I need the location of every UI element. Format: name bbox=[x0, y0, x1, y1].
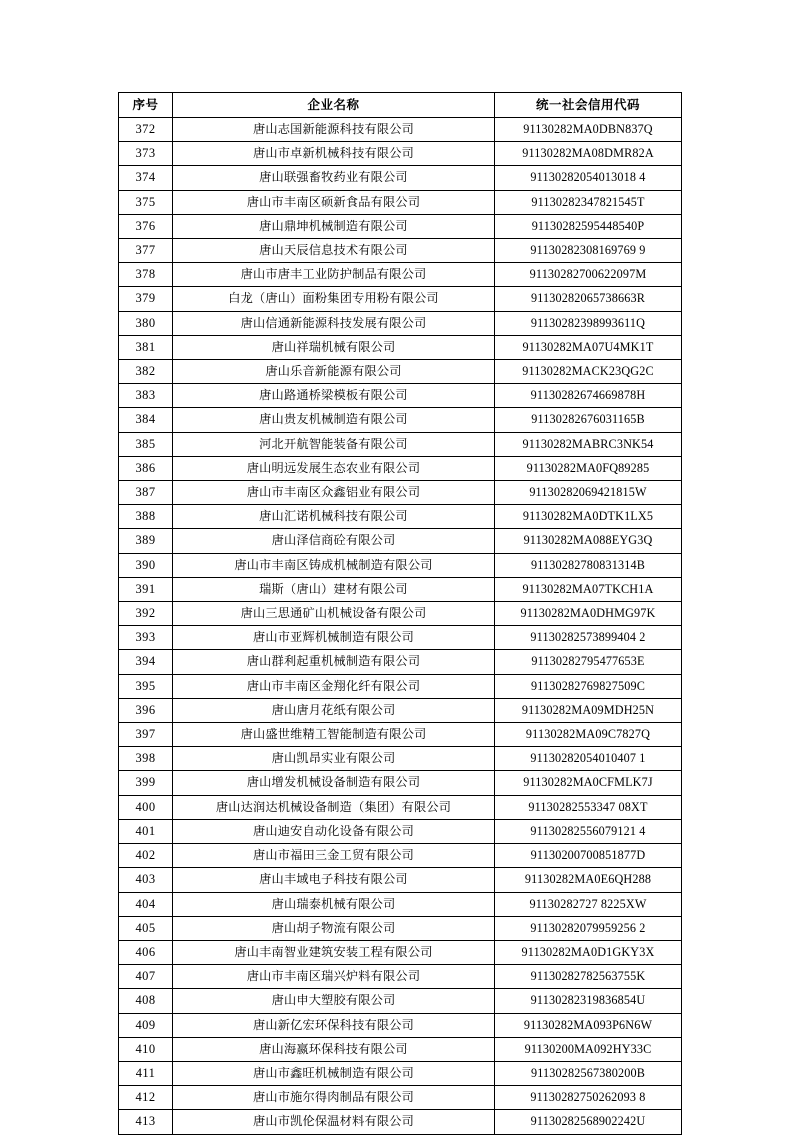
table-row bbox=[119, 1086, 682, 1110]
table-row bbox=[119, 626, 682, 650]
table-row bbox=[119, 529, 682, 553]
cell-index: 403 bbox=[119, 868, 173, 892]
cell-enterprise-name: 唐山市亚辉机械制造有限公司 bbox=[173, 626, 495, 650]
cell-credit-code: 91130282553347 08XT bbox=[495, 795, 682, 819]
table-row bbox=[119, 214, 682, 238]
cell-enterprise-name: 唐山信通新能源科技发展有限公司 bbox=[173, 311, 495, 335]
cell-index: 383 bbox=[119, 384, 173, 408]
cell-enterprise-name: 唐山联强畜牧药业有限公司 bbox=[173, 166, 495, 190]
cell-enterprise-name: 唐山丰南智业建筑安装工程有限公司 bbox=[173, 940, 495, 964]
table-row bbox=[119, 771, 682, 795]
cell-index: 380 bbox=[119, 311, 173, 335]
cell-enterprise-name: 唐山群利起重机械制造有限公司 bbox=[173, 650, 495, 674]
cell-index: 399 bbox=[119, 771, 173, 795]
cell-credit-code: 91130282MA088EYG3Q bbox=[495, 529, 682, 553]
cell-index: 410 bbox=[119, 1037, 173, 1061]
cell-credit-code: 91130282MA0D1GKY3X bbox=[495, 940, 682, 964]
cell-credit-code: 91130282782563755K bbox=[495, 965, 682, 989]
cell-credit-code: 91130200700851877D bbox=[495, 844, 682, 868]
cell-index: 377 bbox=[119, 239, 173, 263]
table-header bbox=[119, 93, 682, 118]
cell-enterprise-name: 唐山申大塑胶有限公司 bbox=[173, 989, 495, 1013]
cell-enterprise-name: 唐山汇诺机械科技有限公司 bbox=[173, 505, 495, 529]
table-row bbox=[119, 432, 682, 456]
table-row bbox=[119, 577, 682, 601]
table-row bbox=[119, 747, 682, 771]
cell-index: 375 bbox=[119, 190, 173, 214]
cell-index: 381 bbox=[119, 335, 173, 359]
cell-credit-code: 91130282069421815W bbox=[495, 481, 682, 505]
table-row bbox=[119, 408, 682, 432]
table-row bbox=[119, 311, 682, 335]
cell-index: 384 bbox=[119, 408, 173, 432]
cell-enterprise-name: 唐山海嬴环保科技有限公司 bbox=[173, 1037, 495, 1061]
cell-credit-code: 91130282MA0DBN837Q bbox=[495, 118, 682, 142]
cell-credit-code: 91130282556079121 4 bbox=[495, 819, 682, 843]
table-row bbox=[119, 916, 682, 940]
cell-index: 374 bbox=[119, 166, 173, 190]
cell-enterprise-name: 唐山凯昂实业有限公司 bbox=[173, 747, 495, 771]
cell-index: 394 bbox=[119, 650, 173, 674]
cell-enterprise-name: 唐山鼎坤机械制造有限公司 bbox=[173, 214, 495, 238]
cell-credit-code: 91130282347821545T bbox=[495, 190, 682, 214]
cell-credit-code: 91130282319836854U bbox=[495, 989, 682, 1013]
cell-index: 379 bbox=[119, 287, 173, 311]
table-row bbox=[119, 384, 682, 408]
cell-enterprise-name: 唐山市凯伦保温材料有限公司 bbox=[173, 1110, 495, 1134]
cell-credit-code: 91130282769827509C bbox=[495, 674, 682, 698]
table-header-row bbox=[119, 93, 682, 118]
table-row bbox=[119, 723, 682, 747]
table-row bbox=[119, 1013, 682, 1037]
cell-credit-code: 91130282054010407 1 bbox=[495, 747, 682, 771]
cell-credit-code: 91130282568902242U bbox=[495, 1110, 682, 1134]
cell-enterprise-name: 唐山市丰南区瑞兴炉料有限公司 bbox=[173, 965, 495, 989]
table-row bbox=[119, 553, 682, 577]
cell-enterprise-name: 唐山志国新能源科技有限公司 bbox=[173, 118, 495, 142]
cell-credit-code: 91130282MACK23QG2C bbox=[495, 360, 682, 384]
cell-credit-code: 91130282MA07U4MK1T bbox=[495, 335, 682, 359]
cell-index: 391 bbox=[119, 577, 173, 601]
table-row bbox=[119, 1061, 682, 1085]
cell-index: 405 bbox=[119, 916, 173, 940]
cell-index: 407 bbox=[119, 965, 173, 989]
cell-enterprise-name: 唐山三思通矿山机械设备有限公司 bbox=[173, 602, 495, 626]
table-row bbox=[119, 940, 682, 964]
cell-enterprise-name: 唐山泽信商砼有限公司 bbox=[173, 529, 495, 553]
cell-credit-code: 91130282398993611Q bbox=[495, 311, 682, 335]
table-row bbox=[119, 118, 682, 142]
enterprise-table-container bbox=[118, 92, 681, 1135]
cell-credit-code: 91130282700622097M bbox=[495, 263, 682, 287]
cell-enterprise-name: 唐山迪安自动化设备有限公司 bbox=[173, 819, 495, 843]
cell-enterprise-name: 唐山市丰南区众鑫铝业有限公司 bbox=[173, 481, 495, 505]
cell-enterprise-name: 河北开航智能装备有限公司 bbox=[173, 432, 495, 456]
cell-enterprise-name: 唐山市福田三金工贸有限公司 bbox=[173, 844, 495, 868]
cell-index: 393 bbox=[119, 626, 173, 650]
cell-index: 376 bbox=[119, 214, 173, 238]
cell-credit-code: 91130282MA0DHMG97K bbox=[495, 602, 682, 626]
enterprise-table bbox=[118, 92, 682, 1135]
table-row bbox=[119, 965, 682, 989]
cell-credit-code: 91130282308169769 9 bbox=[495, 239, 682, 263]
cell-index: 404 bbox=[119, 892, 173, 916]
table-row bbox=[119, 456, 682, 480]
cell-credit-code: 91130282079959256 2 bbox=[495, 916, 682, 940]
table-row bbox=[119, 481, 682, 505]
table-body bbox=[119, 118, 682, 1135]
table-row bbox=[119, 674, 682, 698]
table-row bbox=[119, 505, 682, 529]
cell-enterprise-name: 唐山丰域电子科技有限公司 bbox=[173, 868, 495, 892]
table-row bbox=[119, 360, 682, 384]
cell-enterprise-name: 唐山市丰南区铸成机械制造有限公司 bbox=[173, 553, 495, 577]
cell-index: 378 bbox=[119, 263, 173, 287]
cell-enterprise-name: 唐山乐音新能源有限公司 bbox=[173, 360, 495, 384]
cell-index: 398 bbox=[119, 747, 173, 771]
cell-index: 389 bbox=[119, 529, 173, 553]
cell-index: 408 bbox=[119, 989, 173, 1013]
table-row bbox=[119, 989, 682, 1013]
cell-enterprise-name: 唐山新亿宏环保科技有限公司 bbox=[173, 1013, 495, 1037]
cell-credit-code: 91130282MA0FQ89285 bbox=[495, 456, 682, 480]
table-row bbox=[119, 287, 682, 311]
cell-credit-code: 91130282750262093 8 bbox=[495, 1086, 682, 1110]
cell-credit-code: 91130282795477653E bbox=[495, 650, 682, 674]
cell-enterprise-name: 唐山天辰信息技术有限公司 bbox=[173, 239, 495, 263]
cell-credit-code: 91130282MA09MDH25N bbox=[495, 698, 682, 722]
table-row bbox=[119, 166, 682, 190]
column-header-index: 序号 bbox=[119, 93, 173, 118]
cell-index: 386 bbox=[119, 456, 173, 480]
cell-credit-code: 91130282MA09C7827Q bbox=[495, 723, 682, 747]
cell-index: 401 bbox=[119, 819, 173, 843]
column-header-credit-code: 统一社会信用代码 bbox=[495, 93, 682, 118]
cell-enterprise-name: 唐山盛世维精工智能制造有限公司 bbox=[173, 723, 495, 747]
cell-enterprise-name: 唐山唐月花纸有限公司 bbox=[173, 698, 495, 722]
cell-index: 382 bbox=[119, 360, 173, 384]
cell-credit-code: 91130282054013018 4 bbox=[495, 166, 682, 190]
cell-credit-code: 91130282674669878H bbox=[495, 384, 682, 408]
cell-credit-code: 91130282MA093P6N6W bbox=[495, 1013, 682, 1037]
cell-index: 409 bbox=[119, 1013, 173, 1037]
cell-credit-code: 91130282MA0E6QH288 bbox=[495, 868, 682, 892]
cell-index: 396 bbox=[119, 698, 173, 722]
cell-enterprise-name: 唐山达润达机械设备制造（集团）有限公司 bbox=[173, 795, 495, 819]
cell-enterprise-name: 唐山瑞泰机械有限公司 bbox=[173, 892, 495, 916]
cell-credit-code: 91130282567380200B bbox=[495, 1061, 682, 1085]
cell-enterprise-name: 唐山增发机械设备制造有限公司 bbox=[173, 771, 495, 795]
cell-index: 385 bbox=[119, 432, 173, 456]
cell-index: 413 bbox=[119, 1110, 173, 1134]
cell-enterprise-name: 唐山市施尔得肉制品有限公司 bbox=[173, 1086, 495, 1110]
cell-index: 392 bbox=[119, 602, 173, 626]
table-row bbox=[119, 263, 682, 287]
table-row bbox=[119, 892, 682, 916]
cell-enterprise-name: 瑞斯（唐山）建材有限公司 bbox=[173, 577, 495, 601]
cell-index: 400 bbox=[119, 795, 173, 819]
cell-credit-code: 91130282MA0CFMLK7J bbox=[495, 771, 682, 795]
column-header-enterprise-name: 企业名称 bbox=[173, 93, 495, 118]
cell-index: 372 bbox=[119, 118, 173, 142]
cell-enterprise-name: 唐山市鑫旺机械制造有限公司 bbox=[173, 1061, 495, 1085]
cell-credit-code: 91130282MA08DMR82A bbox=[495, 142, 682, 166]
cell-index: 387 bbox=[119, 481, 173, 505]
cell-credit-code: 91130282676031165B bbox=[495, 408, 682, 432]
table-row bbox=[119, 142, 682, 166]
table-row bbox=[119, 795, 682, 819]
cell-index: 395 bbox=[119, 674, 173, 698]
table-row bbox=[119, 844, 682, 868]
table-row bbox=[119, 698, 682, 722]
cell-enterprise-name: 唐山市唐丰工业防护制品有限公司 bbox=[173, 263, 495, 287]
cell-enterprise-name: 唐山市丰南区金翔化纤有限公司 bbox=[173, 674, 495, 698]
table-row bbox=[119, 650, 682, 674]
table-row bbox=[119, 239, 682, 263]
cell-enterprise-name: 唐山明远发展生态农业有限公司 bbox=[173, 456, 495, 480]
cell-credit-code: 91130282727 8225XW bbox=[495, 892, 682, 916]
table-row bbox=[119, 1037, 682, 1061]
table-row bbox=[119, 868, 682, 892]
cell-index: 412 bbox=[119, 1086, 173, 1110]
cell-credit-code: 91130282MABRC3NK54 bbox=[495, 432, 682, 456]
cell-enterprise-name: 白龙（唐山）面粉集团专用粉有限公司 bbox=[173, 287, 495, 311]
cell-enterprise-name: 唐山胡子物流有限公司 bbox=[173, 916, 495, 940]
cell-enterprise-name: 唐山祥瑞机械有限公司 bbox=[173, 335, 495, 359]
cell-credit-code: 91130282573899404 2 bbox=[495, 626, 682, 650]
cell-index: 406 bbox=[119, 940, 173, 964]
cell-credit-code: 91130282065738663R bbox=[495, 287, 682, 311]
cell-index: 402 bbox=[119, 844, 173, 868]
cell-index: 373 bbox=[119, 142, 173, 166]
cell-enterprise-name: 唐山贵友机械制造有限公司 bbox=[173, 408, 495, 432]
cell-enterprise-name: 唐山市卓新机械科技有限公司 bbox=[173, 142, 495, 166]
cell-credit-code: 91130282780831314B bbox=[495, 553, 682, 577]
table-row bbox=[119, 190, 682, 214]
table-row bbox=[119, 335, 682, 359]
cell-credit-code: 91130200MA092HY33C bbox=[495, 1037, 682, 1061]
cell-enterprise-name: 唐山市丰南区硕新食品有限公司 bbox=[173, 190, 495, 214]
cell-index: 397 bbox=[119, 723, 173, 747]
table-row bbox=[119, 602, 682, 626]
cell-index: 411 bbox=[119, 1061, 173, 1085]
cell-index: 388 bbox=[119, 505, 173, 529]
cell-index: 390 bbox=[119, 553, 173, 577]
cell-credit-code: 91130282MA0DTK1LX5 bbox=[495, 505, 682, 529]
cell-credit-code: 91130282MA07TKCH1A bbox=[495, 577, 682, 601]
table-row bbox=[119, 819, 682, 843]
cell-enterprise-name: 唐山路通桥梁模板有限公司 bbox=[173, 384, 495, 408]
cell-credit-code: 91130282595448540P bbox=[495, 214, 682, 238]
